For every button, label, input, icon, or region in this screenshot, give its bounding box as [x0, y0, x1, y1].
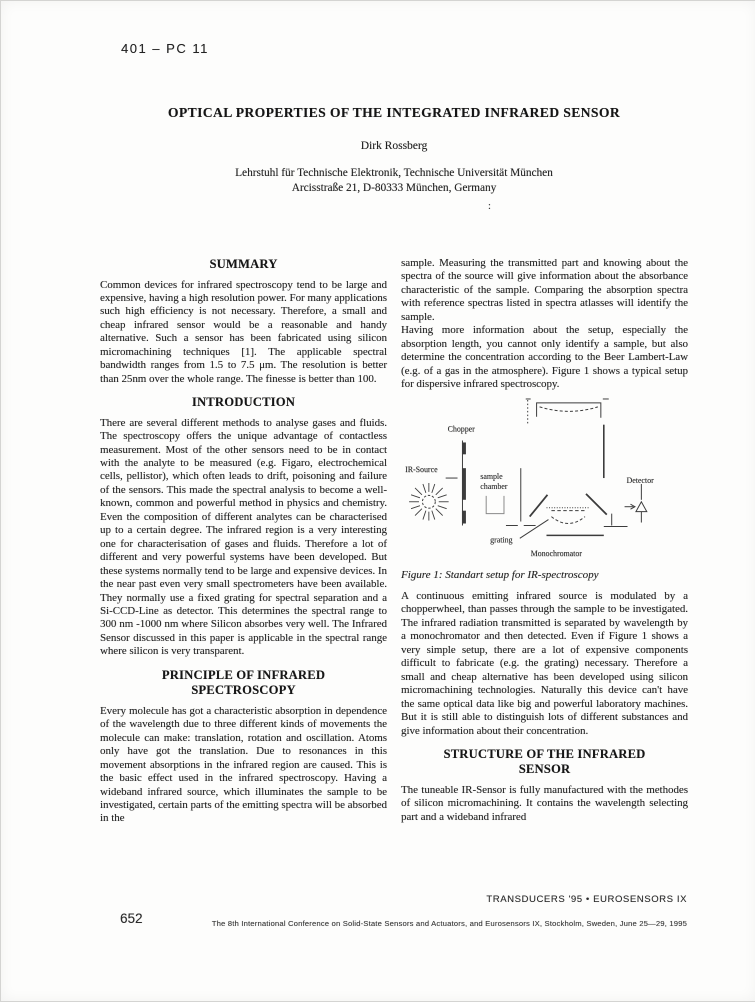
detector-diode-icon — [625, 484, 647, 523]
principle-paragraph: Every molecule has got a characteristic absorption in dependence of the wavelength due to three different kinds of movements the molecule can make: translation, rotation and oscillation. Atoms only have got the translation. Due to resonances in this movement absorptions in the infrared region are caused. This is the basic effect used in the infrared spectroscopy. Having a wideband infrared source, which illuminates the sample to be investigated, certain parts of the emitting spectra will be absorbed in the — [100, 704, 387, 825]
affiliation-line-2: Arcisstraße 21, D-80333 München, Germany — [291, 182, 497, 194]
detector-label: Detector — [626, 475, 654, 485]
paper-author: Dirk Rossberg — [360, 140, 428, 152]
principle-heading: PRINCIPLE OF INFRARED SPECTROSCOPY — [161, 667, 326, 698]
sample-chamber-label-1: sample — [480, 471, 503, 481]
scan-artifact-mark: : — [488, 201, 491, 212]
structure-paragraph: The tuneable IR-Sensor is fully manufactured with the methodes of silicon micromachining. It contains the wavelength selecting part and a wideband infrared — [401, 783, 688, 823]
ir-spectroscopy-schematic — [401, 397, 688, 567]
mirror-right — [586, 493, 607, 514]
monochromator-label: Monochromator — [530, 548, 582, 558]
after-figure-paragraph: A continuous emitting infrared source is modulated by a chopperwheel, than passes through the sample to be investigated. The infrared radiation transmitted is separated by wavelength by a monochromator and then detected. Even if Figure 1 shows a very simple setup, there are a lot of expensive components difficult to fabricate (e.g. the grating) necessary. Therefore a small and cheap alternative has been developed using silicon micromachining technologies. Naturally this device can't have the same optical data like big and powerful laboratory machines. But it is still able to distinguish lots of different substances and give information about their concentration. — [401, 589, 688, 737]
sample-chamber-label-2: chamber — [480, 481, 508, 491]
introduction-paragraph: There are several different methods to analyse gases and fluids. The spectroscopy offers the unique advantage of contactless measurement. Most of the other sensors need to be in contact with the analyte to be measured (e.g. Figaro, electrochemical cells, pellistor), which often leads to drift, poisoning and failure of the sensors. This made the spectral analysis to become a well-known, common and powerful method in physics and chemistry. Even the composition of different analytes can be characterised up to a certain degree. The infrared region is a very interesting one for characterisation of gases and fluids. Therefore a lot of different and very powerful systems have been developed. But these systems normally tend to be large and expensive devices. In the near past even very small spectrometers have been available. They normally use a fixed grating for spectral separation and a Si-CCD-Line as detector. This determines the spectral range to 300 nm -1000 nm where Silicon absorbes very well. The Infrared Sensor discussed in this paper is applicable in the spectral range where silicon is very transparent. — [100, 416, 387, 658]
top-mirror-housing — [537, 402, 601, 417]
grating-pointer-line — [520, 519, 549, 538]
paper-title: OPTICAL PROPERTIES OF THE INTEGRATED INFRARED SENSOR — [167, 105, 621, 120]
structure-heading: STRUCTURE OF THE INFRARED SENSOR — [443, 746, 646, 777]
figure-1-caption: Figure 1: Standart setup for IR-spectroscopy — [401, 568, 599, 581]
ir-source-label: IR-Source — [405, 464, 438, 474]
continuation-paragraph: sample. Measuring the transmitted part and knowing about the spectra of the source will give information about the absorbance characteristic of the sample. Comparing the absorption spectra with reference spectras listed in spectra atlasses will identify the sample. — [401, 257, 688, 323]
paper-session-code: 401 – PC 11 — [121, 41, 209, 56]
chopper-label: Chopper — [447, 424, 475, 434]
introduction-heading: INTRODUCTION — [191, 395, 296, 410]
page-number: 652 — [120, 911, 143, 926]
right-column — [401, 257, 688, 826]
figure-1-spectroscopy-setup — [401, 397, 688, 582]
footer-conference-series: TRANSDUCERS '95 • EUROSENSORS IX — [486, 894, 687, 905]
mirror-left — [530, 494, 548, 516]
summary-paragraph: Common devices for infrared spectroscopy tend to be large and expensive, having a high resolution power. For many applications such high efficiency is not necessary. Therefore, a small and cheap infrared sensor would be a reasonable and handy alternative. Such a sensor has been fabricated using silicon micromachining techniques [1]. The applicable spectral bandwidth ranges from 1.5 to 7.5 μm. The resolution is better than 25nm over the whole range. The finesse is better than 100. — [100, 278, 387, 385]
grating-rotation-arc — [551, 516, 585, 523]
footer-conference-details: The 8th International Conference on Solid-State Sensors and Actuators, and Eurosensors IX, Stockholm, Sweden, June 25—29, 1995 — [211, 919, 687, 928]
left-column — [100, 257, 387, 826]
setup-paragraph: Having more information about the setup, especially the absorption length, you cannot only identify a sample, but also determine the concentration according to the Beer Lambert-Law (e.g. of a gas in the atmosphere). Figure 1 shows a typical setup for dispersive infrared spectroscopy. — [401, 324, 688, 391]
ir-source-sunburst-icon — [409, 483, 449, 521]
top-curved-mirror — [540, 406, 598, 410]
summary-heading: SUMMARY — [209, 257, 278, 271]
sample-chamber-box — [486, 495, 504, 513]
affiliation-line-1: Lehrstuhl für Technische Elektronik, Technische Universität München — [235, 167, 553, 179]
grating-label: grating — [490, 534, 513, 544]
two-column-body — [100, 257, 688, 826]
